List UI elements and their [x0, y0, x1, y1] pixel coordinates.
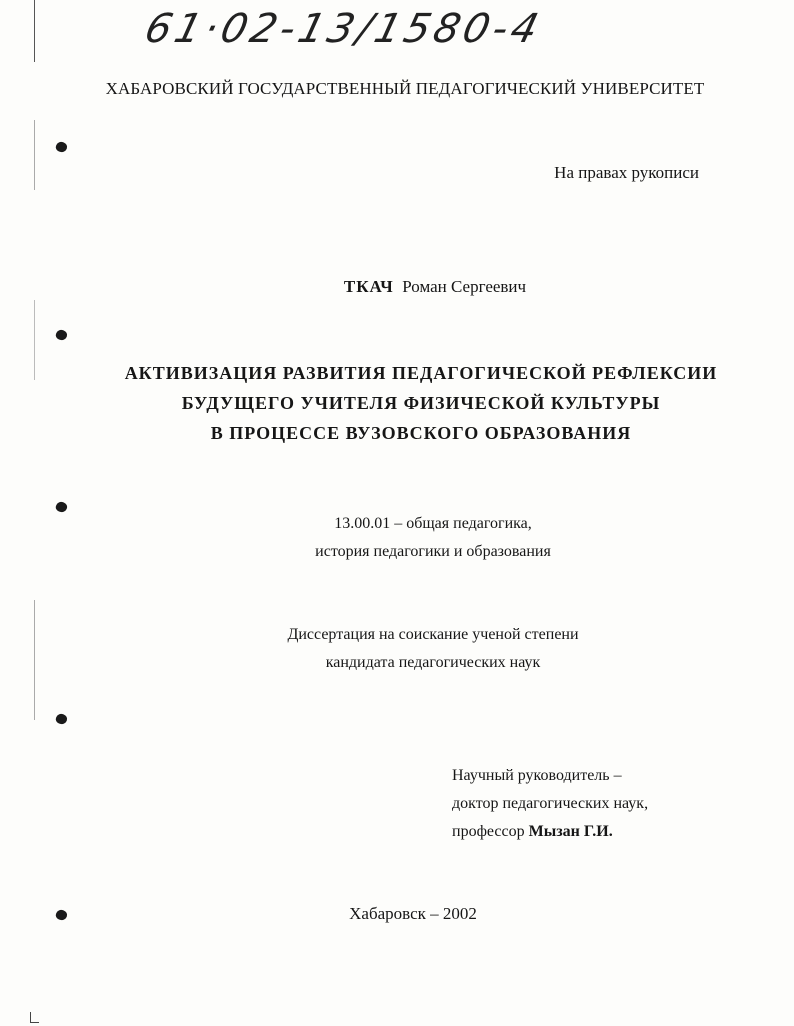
supervisor-name: Мызан Г.И. — [528, 823, 613, 840]
binding-hole-mark — [55, 140, 69, 153]
title-line: БУДУЩЕГО УЧИТЕЛЯ ФИЗИЧЕСКОЙ КУЛЬТУРЫ — [181, 393, 661, 413]
degree-line: Диссертация на соискание ученой степени — [287, 626, 579, 643]
binding-hole-mark — [55, 712, 69, 725]
binding-hole-mark — [55, 328, 69, 341]
author-name — [38, 277, 794, 297]
scan-edge-line — [34, 120, 35, 190]
title-line: В ПРОЦЕССЕ ВУЗОВСКОГО ОБРАЗОВАНИЯ — [210, 423, 632, 443]
degree-statement — [36, 621, 794, 677]
author-given-names: Роман Сергеевич — [402, 277, 527, 296]
supervisor-rank-name — [452, 818, 648, 846]
supervisor-label: Научный руководитель – — [452, 767, 622, 784]
university-name: ХАБАРОВСКИЙ ГОСУДАРСТВЕННЫЙ ПЕДАГОГИЧЕСКИЙ УНИВЕРСИТЕТ — [105, 79, 705, 98]
supervisor-rank: профессор — [452, 823, 525, 840]
specialty-line: 13.00.01 – общая педагогика, — [334, 515, 532, 532]
scientific-supervisor — [452, 762, 648, 846]
dissertation-title — [24, 358, 794, 448]
scan-edge-line — [34, 600, 35, 720]
specialty-code — [36, 510, 794, 566]
archive-code-handwritten: 61·02-13/1580-4 — [140, 6, 547, 52]
author-surname: ТКАЧ — [343, 277, 394, 296]
supervisor-degree: доктор педагогических наук, — [452, 795, 649, 812]
manuscript-rights-note: На правах рукописи — [554, 163, 699, 182]
specialty-line: история педагогики и образования — [315, 543, 551, 560]
scan-edge-line — [34, 0, 35, 62]
scan-edge-mark — [30, 1012, 39, 1023]
title-line: АКТИВИЗАЦИЯ РАЗВИТИЯ ПЕДАГОГИЧЕСКОЙ РЕФЛЕКСИИ — [124, 363, 718, 383]
degree-line: кандидата педагогических наук — [325, 654, 541, 671]
place-and-year: Хабаровск – 2002 — [349, 904, 477, 923]
